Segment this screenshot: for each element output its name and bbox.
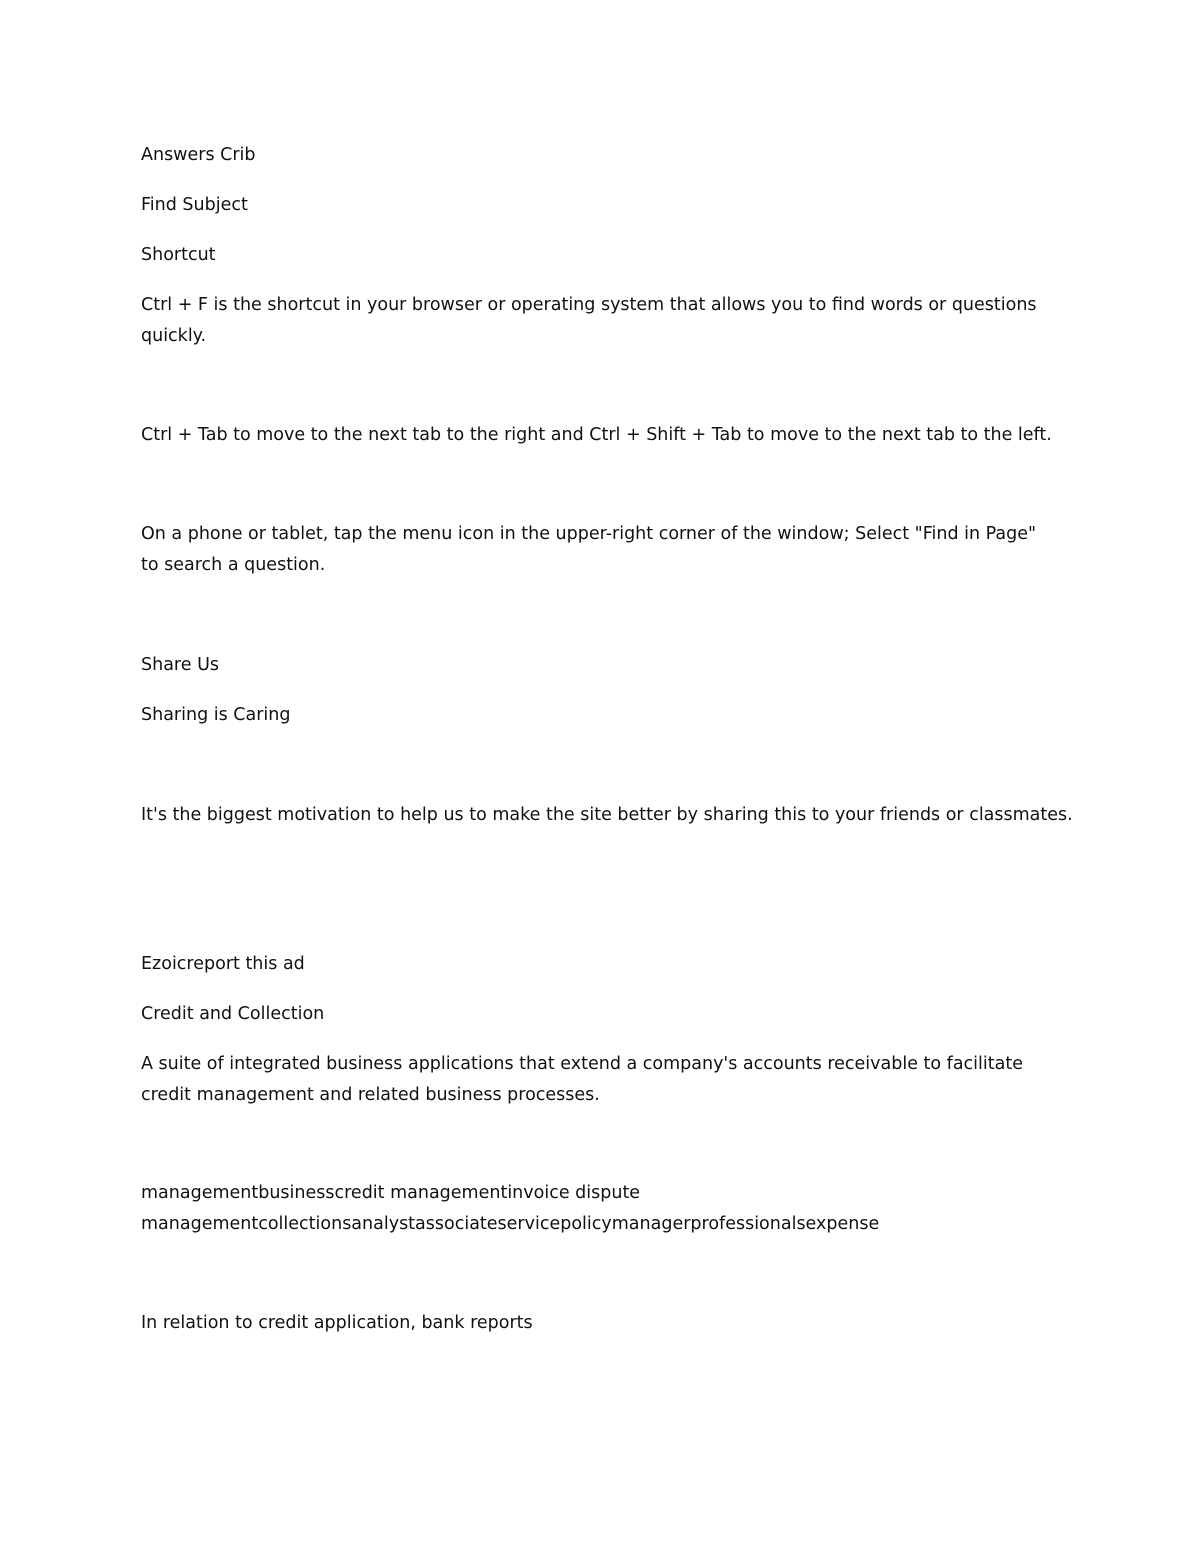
shortcut-find-line-1: Ctrl + F is the shortcut in your browser or operating system that allows you to find words or questions [141,295,1037,315]
site-title: Answers Crib [141,145,256,165]
shortcut-heading: Shortcut [141,245,216,265]
shortcut-phone-line-1: On a phone or tablet, tap the menu icon in the upper-right corner of the window; Select "Find in Page" [141,524,1037,544]
shortcut-find-paragraph [141,290,1061,352]
shortcut-phone-line-2: to search a question. [141,555,326,575]
topic-description-line-1: A suite of integrated business applications that extend a company's accounts receivable to facilitate [141,1054,1023,1074]
shortcut-phone-paragraph [141,519,1061,581]
share-title: Share Us [141,655,219,675]
topic-tags [141,1178,1061,1240]
ad-report-text: Ezoicreport this ad [141,954,305,974]
find-subject-label: Find Subject [141,195,248,215]
topic-tags-line-1: managementbusinesscredit managementinvoice dispute [141,1183,641,1203]
topic-description-line-2: credit management and related business processes. [141,1085,600,1105]
shortcut-tab-paragraph: Ctrl + Tab to move to the next tab to the right and Ctrl + Shift + Tab to move to the next tab to the left. [141,425,1052,445]
share-subtitle: Sharing is Caring [141,705,291,725]
topic-title: Credit and Collection [141,1004,325,1024]
shortcut-find-line-2: quickly. [141,326,207,346]
share-text: It's the biggest motivation to help us to make the site better by sharing this to your friends or classmates. [141,805,1073,825]
topic-tags-line-2: managementcollectionsanalystassociateservicepolicymanagerprofessionalsexpense [141,1214,880,1234]
topic-description [141,1049,1061,1111]
question-text: In relation to credit application, bank reports [141,1313,533,1333]
